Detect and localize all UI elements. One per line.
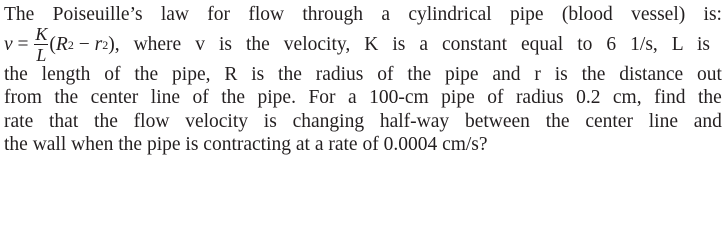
word: the [407, 63, 432, 85]
word: a [348, 87, 357, 108]
formula-fraction [34, 25, 48, 64]
problem-line-6: the wall when the pipe is contracting at a rate of 0.0004 cm/s? [4, 134, 488, 155]
word: center [90, 87, 139, 108]
word: flow [133, 110, 170, 132]
word: pipe [510, 4, 544, 25]
formula-minus: − [73, 33, 95, 55]
word: is [251, 63, 265, 85]
problem-line-5 [4, 110, 722, 134]
word: line [150, 87, 181, 108]
word: is [554, 63, 568, 85]
formula-radius-symbol: R [55, 33, 68, 55]
formula-equals: = [12, 33, 34, 55]
word: law [160, 4, 189, 25]
word: the [697, 87, 722, 108]
formula-close-paren: ) [108, 33, 115, 55]
word: of [104, 63, 121, 85]
poiseuille-formula: v = $\frac{K}{L}$ ( R 2 − r 2 ) , where v is the velocity, K is a constant equal to 6 1/s, L is [4, 24, 710, 65]
word: center [585, 110, 633, 132]
word: The [4, 4, 35, 25]
fraction-numerator: K [35, 24, 48, 44]
word: pipe. [257, 87, 296, 108]
word: the [278, 63, 302, 85]
problem-line-2-text: , where v is the velocity, K is a constant equal to 6 1/s, L is [114, 33, 710, 55]
word: pipe, [172, 63, 211, 85]
word: radius [315, 63, 364, 85]
problem-line-1 [4, 3, 722, 27]
word: half-way [379, 110, 450, 132]
word: the [581, 63, 606, 85]
word: distance [619, 63, 684, 85]
word: changing [292, 110, 365, 132]
word: and [693, 110, 722, 132]
fraction-denominator: L [36, 45, 47, 65]
word: 0.2 [576, 87, 601, 108]
word: Poiseuille’s [52, 4, 143, 25]
word: and [492, 63, 521, 85]
word: of [377, 63, 394, 85]
word: for [207, 4, 231, 25]
word: vessel) [631, 4, 686, 25]
word: is: [703, 4, 722, 25]
word: line [648, 110, 678, 132]
word: cylindrical [408, 4, 492, 25]
word: between [464, 110, 530, 132]
word: velocity [185, 110, 249, 132]
word: through [302, 4, 364, 25]
formula-open-paren: ( [49, 33, 56, 55]
word: of [192, 87, 209, 108]
word: radius [515, 87, 564, 108]
word: length [41, 63, 91, 85]
problem-line-2 [4, 24, 722, 65]
word: that [49, 110, 79, 132]
word: a [381, 4, 391, 25]
formula-velocity-symbol: v [4, 33, 13, 55]
word: from [4, 87, 42, 108]
word: the [4, 63, 28, 85]
word: For [308, 87, 336, 108]
word: R [224, 63, 238, 85]
word: (blood [561, 4, 613, 25]
word: flow [248, 4, 285, 25]
word: the [221, 87, 246, 108]
problem-text [4, 3, 722, 157]
problem-line-3 [4, 63, 722, 87]
word: cm, [612, 87, 642, 108]
word: the [545, 110, 570, 132]
word: pipe [441, 87, 475, 108]
word: of [487, 87, 504, 108]
word: the [54, 87, 79, 108]
problem-line-4 [4, 86, 722, 110]
word: 100-cm [369, 87, 429, 108]
word: find [654, 87, 686, 108]
word: pipe [444, 63, 479, 85]
word: the [134, 63, 159, 85]
word: r [534, 63, 541, 85]
word: is [263, 110, 277, 132]
formula-distance-symbol: r [94, 33, 103, 55]
word: out [697, 63, 722, 85]
word: the [94, 110, 118, 132]
word: rate [4, 110, 34, 132]
